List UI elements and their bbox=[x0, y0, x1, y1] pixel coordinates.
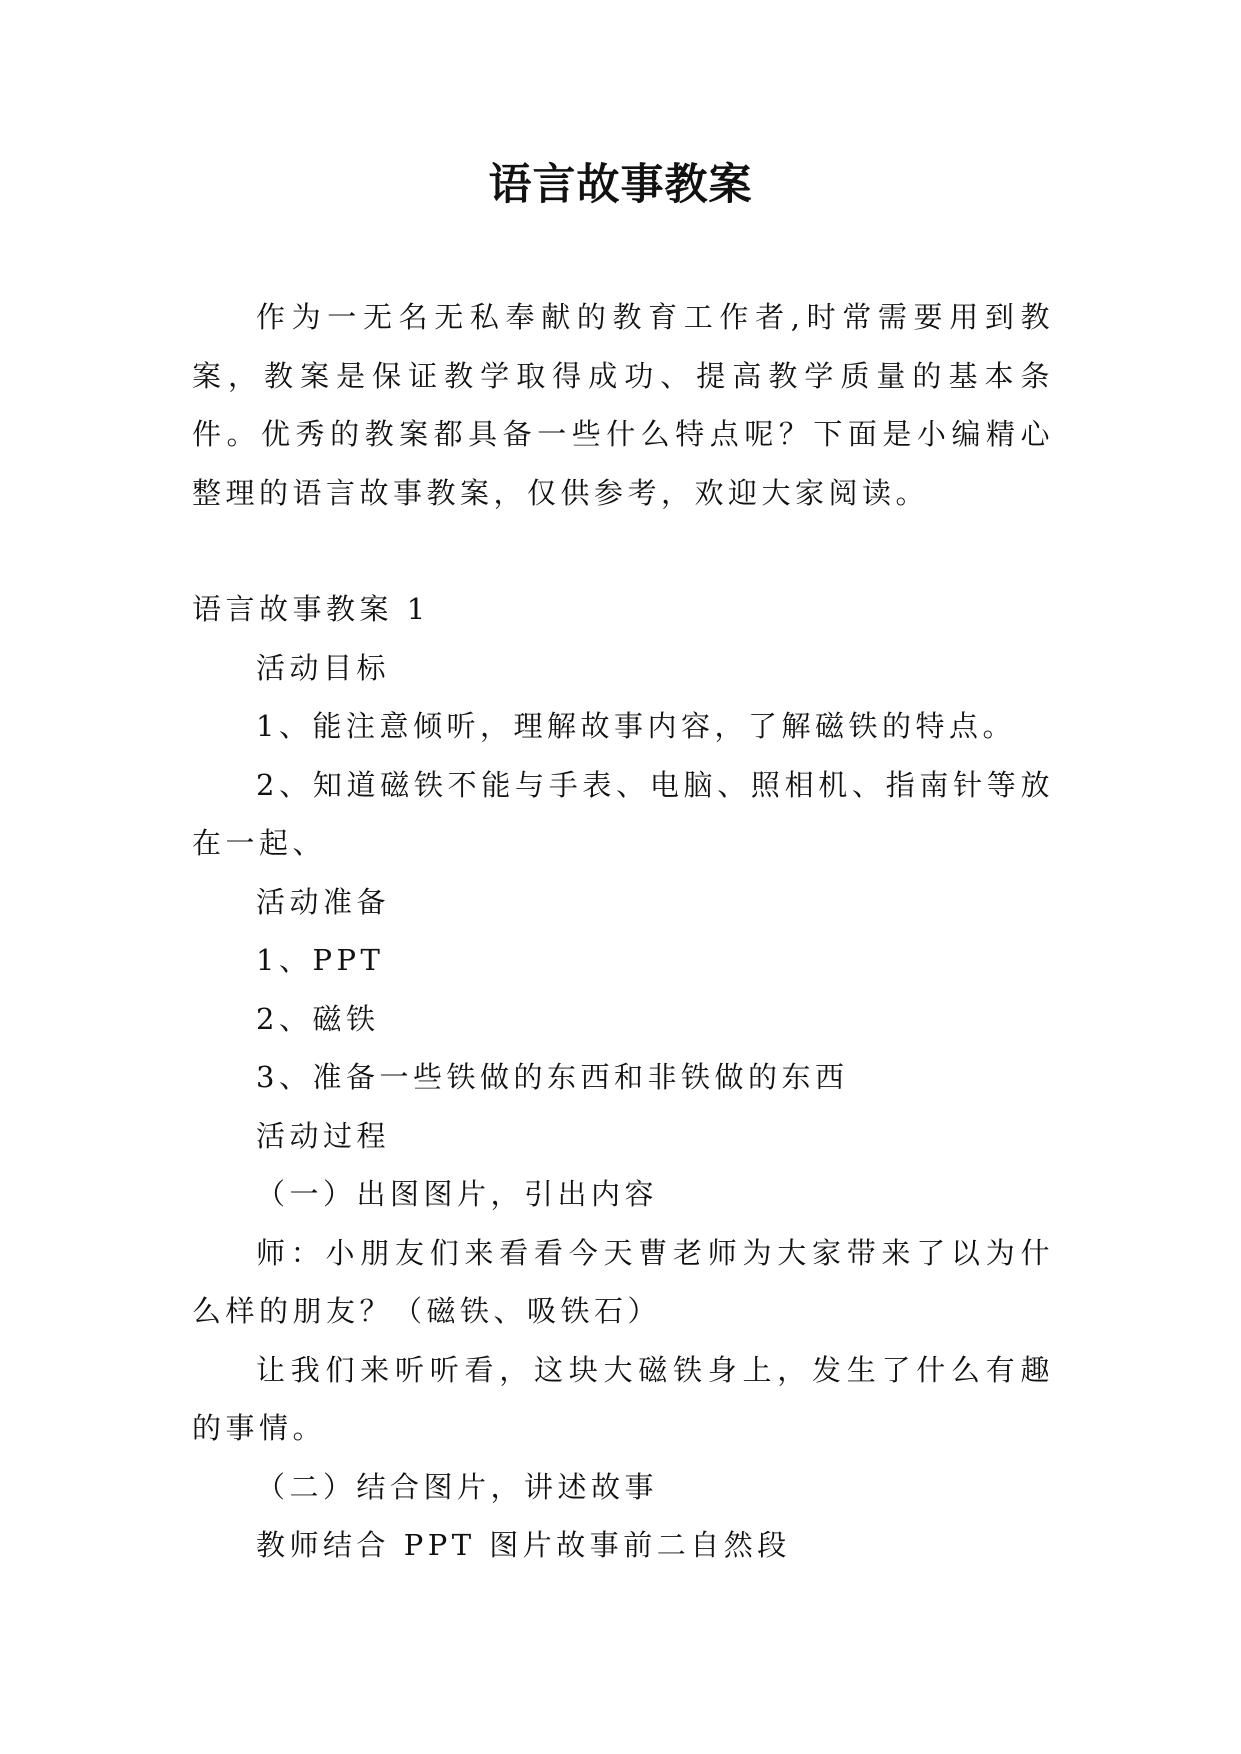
paragraph: 1、能注意倾听，理解故事内容，了解磁铁的特点。 bbox=[256, 709, 1016, 743]
paragraph: 活动过程 bbox=[256, 1118, 391, 1153]
paragraph: 师：小朋友们来看看今天曹老师为大家带来了以为什么样的朋友？（磁铁、吸铁石） bbox=[192, 1235, 1054, 1328]
paragraph: 教师结合 PPT 图片故事前二自然段 bbox=[256, 1528, 791, 1562]
paragraph: 活动目标 bbox=[256, 650, 391, 685]
document-body bbox=[192, 288, 1054, 1575]
paragraph: 1、PPT bbox=[256, 943, 385, 977]
paragraph: 活动准备 bbox=[256, 884, 391, 919]
paragraph: 3、准备一些铁做的东西和非铁做的东西 bbox=[256, 1060, 849, 1094]
paragraph: 2、磁铁 bbox=[256, 1001, 380, 1036]
section-heading: 语言故事教案 1 bbox=[192, 592, 430, 626]
paragraph-gap bbox=[192, 522, 1054, 580]
intro-paragraph: 作为一无名无私奉献的教育工作者,时常需要用到教案，教案是保证教学取得成功、提高教学质量的基本条件。优秀的教案都具备一些什么特点呢？下面是小编精心整理的语言故事教案，仅供参考，欢迎大家阅读。 bbox=[192, 300, 1054, 510]
paragraph: （二）结合图片，讲述故事 bbox=[256, 1469, 659, 1504]
paragraph: （一）出图图片，引出内容 bbox=[256, 1177, 659, 1211]
paragraph: 让我们来听听看，这块大磁铁身上，发生了什么有趣的事情。 bbox=[192, 1352, 1054, 1445]
document-title: 语言故事教案 bbox=[488, 160, 753, 210]
paragraph: 2、知道磁铁不能与手表、电脑、照相机、指南针等放在一起、 bbox=[192, 767, 1054, 860]
